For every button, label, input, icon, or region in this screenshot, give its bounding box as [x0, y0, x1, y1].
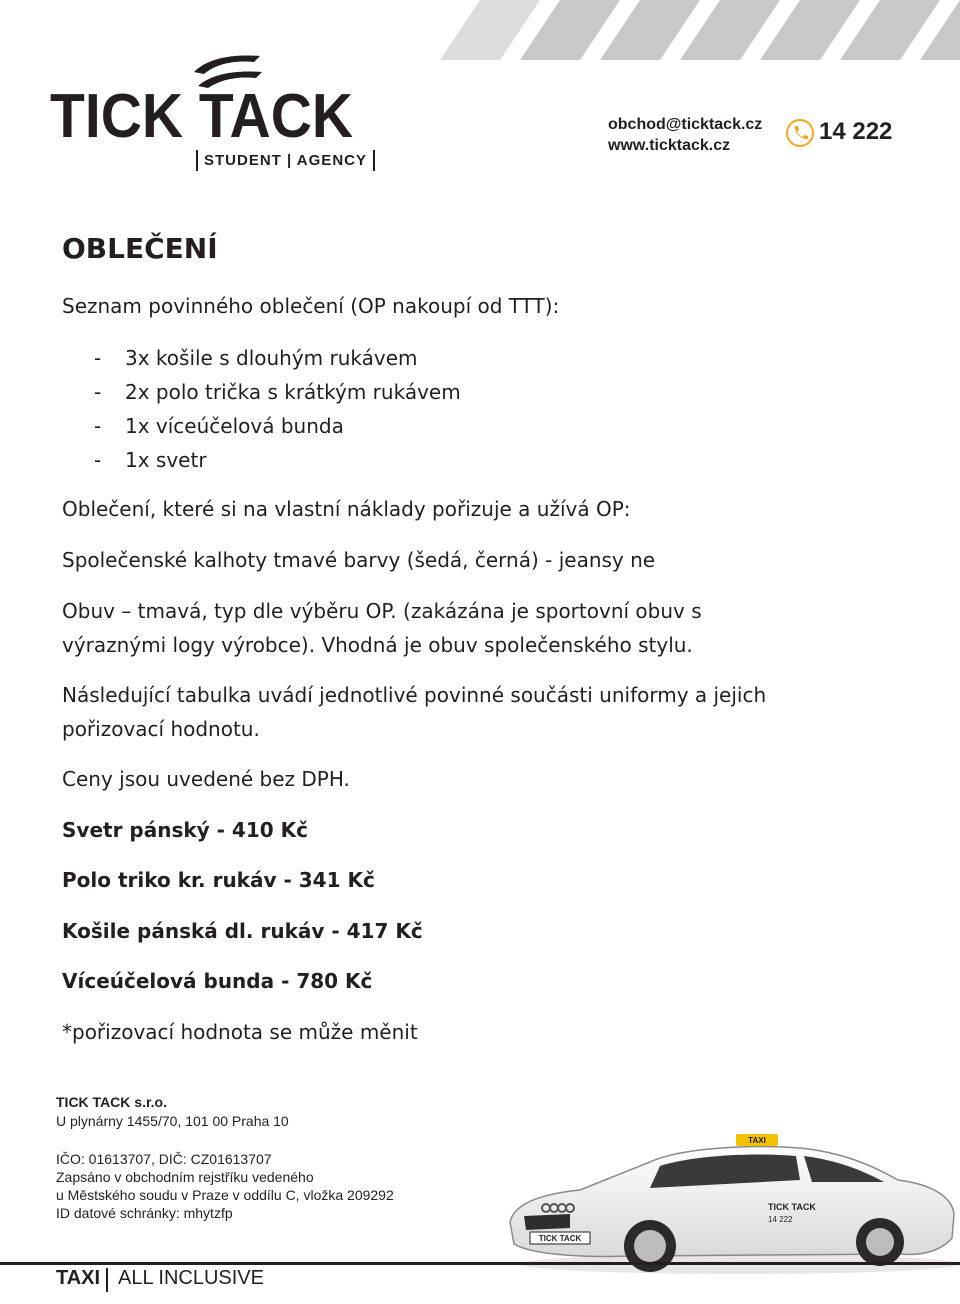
intro-text: Seznam povinného oblečení (OP nakoupí od TTT):: [62, 294, 560, 318]
company-name: TICK TACK s.r.o.: [56, 1094, 167, 1110]
own-cost-text: Oblečení, které si na vlastní náklady pořizuje a užívá OP:: [62, 497, 631, 521]
price-item: Svetr pánský - 410 Kč: [62, 818, 308, 842]
company-databox: ID datové schránky: mhytzfp: [56, 1205, 233, 1221]
company-registry-line2: u Městského soudu v Praze v oddílu C, vložka 209292: [56, 1187, 394, 1203]
price-item: Košile pánská dl. rukáv - 417 Kč: [62, 919, 423, 943]
contact-website[interactable]: www.ticktack.cz: [608, 137, 731, 154]
list-dash: -: [94, 380, 102, 404]
trousers-text: Společenské kalhoty tmavé barvy (šedá, černá) - jeansy ne: [62, 548, 656, 572]
price-item: Polo triko kr. rukáv - 341 Kč: [62, 868, 375, 892]
footer-slogan: ALL INCLUSIVE: [118, 1267, 264, 1289]
company-ids: IČO: 01613707, DIČ: CZ01613707: [56, 1151, 272, 1167]
table-text-line1: Následující tabulka uvádí jednotlivé povinné součásti uniformy a jejich: [62, 683, 767, 707]
footer-divider: [0, 1262, 960, 1265]
footer-separator: [106, 1268, 108, 1292]
page-title: OBLEČENÍ: [62, 232, 218, 265]
contact-email[interactable]: obchod@ticktack.cz: [608, 116, 763, 133]
phone-number[interactable]: 14 222: [819, 118, 893, 145]
list-dash: -: [94, 448, 102, 472]
door-logo-text: TICK TACK: [768, 1202, 816, 1212]
price-item: Víceúčelová bunda - 780 Kč: [62, 969, 373, 993]
list-item: 1x svetr: [125, 448, 207, 472]
shoes-text-line2: výraznými logy výrobce). Vhodná je obuv společenského stylu.: [62, 633, 693, 657]
list-dash: -: [94, 346, 102, 370]
list-item: 1x víceúčelová bunda: [125, 414, 344, 438]
list-item: 3x košile s dlouhým rukávem: [125, 346, 418, 370]
license-plate-text: TICK TACK: [538, 1234, 582, 1243]
logo-text: TICK TACK: [50, 82, 354, 151]
shoes-text-line1: Obuv – tmavá, typ dle výběru OP. (zakázána je sportovní obuv s: [62, 599, 702, 623]
table-text-line2: pořizovací hodnotu.: [62, 717, 260, 741]
header-stripes: [440, 0, 960, 60]
company-address: U plynárny 1455/70, 101 00 Praha 10: [56, 1113, 289, 1129]
vat-note: Ceny jsou uvedené bez DPH.: [62, 767, 350, 791]
phone-icon: [786, 118, 814, 148]
logo-subtitle: STUDENT | AGENCY: [196, 150, 375, 171]
taxi-car-image: [500, 1118, 960, 1278]
price-footnote: *pořizovací hodnota se může měnit: [62, 1020, 418, 1044]
list-dash: -: [94, 414, 102, 438]
footer-taxi-label: TAXI: [56, 1267, 101, 1289]
company-registry-line1: Zapsáno v obchodním rejstříku vedeného: [56, 1169, 314, 1185]
list-item: 2x polo trička s krátkým rukávem: [125, 380, 461, 404]
roof-sign-text: TAXI: [748, 1136, 766, 1145]
door-phone-text: 14 222: [768, 1215, 793, 1224]
